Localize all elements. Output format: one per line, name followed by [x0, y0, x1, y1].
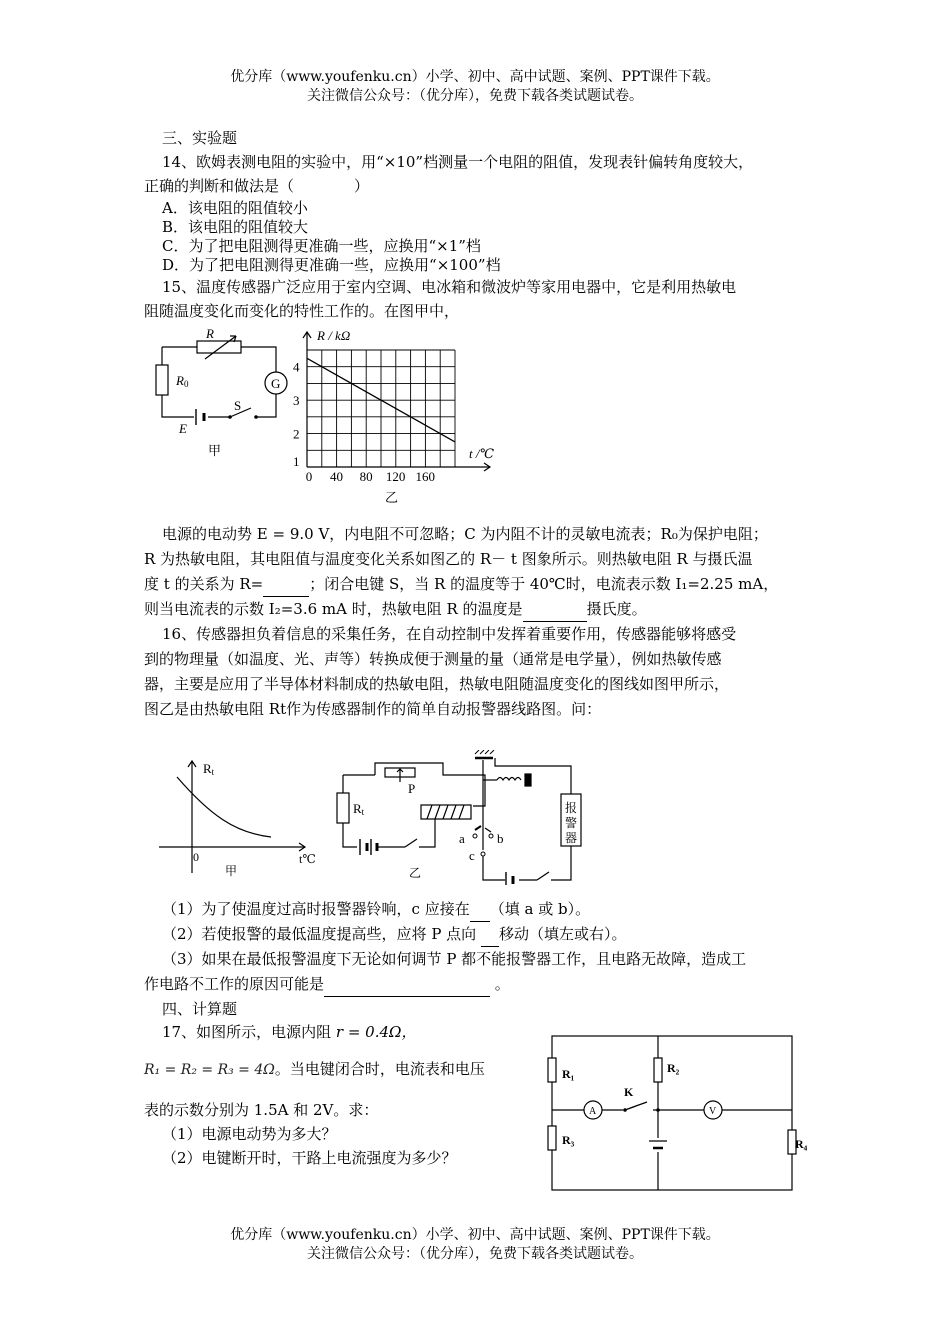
q14-option-c: C．为了把电阻测得更准确一些，应换用“×1”档: [162, 237, 481, 255]
label-r3: R₃: [562, 1133, 575, 1147]
label-r0: R: [176, 373, 184, 388]
q17-sub-1: （1）电源电动势为多大？: [162, 1125, 337, 1143]
q15-para-4a: 则当电流表的示数 I₂=3.6 mA 时，热敏电阻 R 的温度是: [144, 600, 523, 618]
label-voltmeter: V: [709, 1106, 717, 1117]
q15-chart-yi: [285, 322, 515, 512]
q17-circuit: [545, 1030, 815, 1195]
y-tick-label: 1: [293, 454, 300, 469]
caption-jia: 甲: [225, 864, 238, 878]
q17-line2b: 。当电键闭合时，电流表和电压: [274, 1060, 485, 1078]
page-footer: [0, 1226, 950, 1264]
answer-blank-direction[interactable]: [481, 922, 499, 947]
q16-para-2: 到的物理量（如温度、光、声等）转换成便于测量的量（通常是电学量），例如热敏传感: [144, 650, 722, 668]
q15-para-4b: 摄氏度。: [586, 600, 647, 618]
label-r: R: [206, 326, 214, 341]
x-tick-label: 0: [305, 469, 313, 484]
label-r0-sub: 0: [183, 379, 189, 389]
label-contact-c: c: [469, 848, 475, 863]
section-title-calculation: 四、计算题: [162, 1000, 238, 1018]
answer-blank-reason[interactable]: [324, 972, 490, 997]
label-switch-k: K: [624, 1085, 634, 1099]
label-r4: R₄: [795, 1137, 808, 1151]
caption-jia: 甲: [208, 443, 222, 458]
chart-grid: [307, 350, 455, 467]
label-ammeter: A: [589, 1106, 597, 1117]
q16-sub-2a: （2）若使报警的最低温度提高些，应将 P 点向: [162, 925, 481, 943]
label-contact-a: a: [459, 831, 465, 846]
answer-blank-r-relation[interactable]: [263, 572, 309, 597]
q16-sub-1b: （填 a 或 b）。: [489, 900, 591, 918]
q14-option-a: A．该电阻的阻值较小: [162, 199, 308, 217]
q16-para-3: 器，主要是应用了半导体材料制成的热敏电阻，热敏电阻随温度变化的图线如图甲所示，: [144, 675, 730, 693]
label-alarm-1: 报: [565, 801, 578, 815]
footer-line-2: 关注微信公众号：（优分库），免费下载各类试题试卷。: [307, 1246, 643, 1262]
q17-line1a: 17、如图所示，电源内阻: [162, 1023, 332, 1041]
label-emf-e: E: [179, 421, 187, 436]
y-tick-label: 2: [293, 426, 300, 442]
label-switch-s: S: [234, 398, 242, 413]
q16-sub-3c: 。: [490, 975, 510, 993]
q16-sub-3-line2: [144, 972, 510, 997]
q17-line2: [144, 1057, 485, 1082]
q16-sub-2: [162, 922, 626, 947]
answer-blank-temperature[interactable]: [523, 597, 587, 622]
header-line-2: 关注微信公众号：（优分库），免费下载各类试题试卷。: [307, 88, 643, 104]
q16-sub-3-line1: （3）如果在最低报警温度下无论如何调节 P 都不能报警器工作，且电路无故障，造成工: [162, 950, 747, 968]
section-title-experiment: 三、实验题: [162, 129, 238, 147]
x-axis-title: t /℃: [469, 446, 495, 461]
header-line-1: 优分库（www.youfenku.cn）小学、初中、高中试题、案例、PPT课件下载。: [230, 69, 720, 85]
footer-line-1: 优分库（www.youfenku.cn）小学、初中、高中试题、案例、PPT课件下载。: [230, 1227, 720, 1243]
q14-option-d: D．为了把电阻测得更准确一些，应换用“×100”档: [162, 256, 501, 274]
x-tick-label: 40: [330, 469, 343, 484]
svg-text:R0: [175, 373, 189, 389]
y-axis-title: R / kΩ: [317, 328, 351, 343]
q16-sub-2b: 移动（填左或右）。: [498, 925, 627, 943]
q14-option-b: B．该电阻的阻值较大: [162, 218, 309, 236]
q15-stem-line1: 15、温度传感器广泛应用于室内空调、电冰箱和微波炉等家用电器中，它是利用热敏电: [162, 278, 737, 296]
x-tick-label: 80: [359, 469, 373, 484]
label-r2: R₂: [667, 1061, 680, 1075]
q17-sub-2: （2）电键断开时，干路上电流强度为多少？: [162, 1149, 457, 1167]
q17-r-equation: r = 0.4Ω，: [335, 1023, 417, 1041]
q15-stem-line2: 阻随温度变化而变化的特性工作的。在图甲中，: [144, 302, 460, 320]
y-tick-label: 3: [293, 393, 300, 409]
label-contact-b: b: [497, 831, 504, 846]
q17-line3: 表的示数分别为 1.5A 和 2V。求：: [144, 1101, 379, 1119]
label-galvanometer: G: [271, 376, 281, 391]
q15-circuit-jia: [150, 325, 300, 465]
label-rt-circuit: Rt: [353, 801, 365, 817]
q16-para-1: 16、传感器担负着信息的采集任务，在自动控制中发挥着重要作用，传感器能够将感受: [162, 625, 737, 643]
q15-para-3b: ；闭合电键 S，当 R 的温度等于 40℃时，电流表示数 I₁=2.25 mA，: [309, 575, 779, 593]
q16-sub-1: [162, 897, 590, 922]
answer-blank-contact[interactable]: [470, 897, 490, 922]
q17-resistor-equation: R₁ = R₂ = R₃ = 4Ω: [144, 1062, 275, 1078]
label-alarm-3: 器: [565, 831, 578, 845]
y-tick-label: 4: [293, 359, 300, 375]
label-p: P: [408, 781, 416, 796]
x-tick-label: 160: [415, 469, 435, 484]
chart-labels: [293, 328, 494, 484]
q17-line1: [162, 1020, 416, 1044]
page-header: [0, 68, 950, 106]
label-t-axis: t℃: [299, 852, 316, 866]
caption-yi: 乙: [409, 866, 422, 880]
q14-options: [162, 199, 501, 275]
q15-para-2: R 为热敏电阻，其电阻值与温度变化关系如图乙的 R－ t 图象所示。则热敏电阻 R 与摄氏温: [144, 550, 753, 568]
label-origin: 0: [193, 850, 199, 864]
x-tick-label: 120: [385, 469, 406, 484]
q14-stem-line2: 正确的判断和做法是（ ）: [144, 177, 370, 195]
q16-graph-jia: [155, 755, 325, 880]
q14-stem-line1: 14、欧姆表测电阻的实验中，用“×10”档测量一个电阻的阻值，发现表针偏转角度较大，: [162, 153, 754, 171]
caption-yi: 乙: [385, 490, 399, 505]
q16-circuit-yi: [325, 750, 595, 885]
q15-para-1: 电源的电动势 E = 9.0 V，内电阻不可忽略；C 为内阻不计的灵敏电流表；R₀为保护电阻；: [162, 525, 768, 543]
q15-para-3: [144, 572, 778, 597]
q16-para-4: 图乙是由热敏电阻 Rt作为传感器制作的简单自动报警器线路图。问：: [144, 700, 602, 718]
q15-para-4: [144, 597, 647, 622]
q16-sub-3b: 作电路不工作的原因可能是: [144, 975, 325, 993]
label-r1: R₁: [562, 1067, 575, 1081]
q16-sub-1a: （1）为了使温度过高时报警器铃响，c 应接在: [162, 900, 470, 918]
rt-curve: [177, 777, 271, 837]
q15-para-3a: 度 t 的关系为 R=: [144, 575, 264, 593]
label-rt: Rt: [203, 761, 215, 777]
label-alarm-2: 警: [565, 816, 578, 830]
